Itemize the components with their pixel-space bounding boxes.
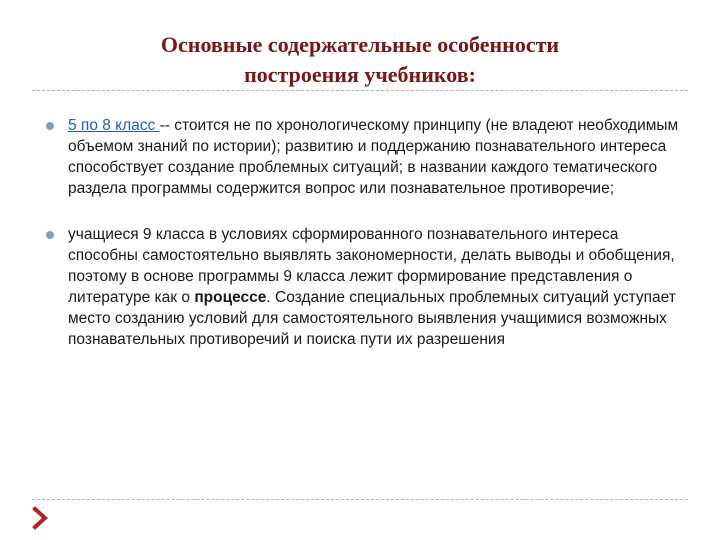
bullet-emphasis: процессе	[194, 289, 267, 306]
bullet-text: -- стоится не по хронологическому принципу (не владеют необходимым объемом знаний по истории); развитию и поддержанию познавательного интереса способствует создание проблемных ситуаций; в названии каждого тематического раздела программы содержится вопрос или познавательное противоречие;	[68, 117, 679, 197]
bullet-text-after: . Создание специальных проблемных ситуаций уступает место созданию условий для самостоятельного выявления учащимися возможных познавательных противоречий и поиска пути их разрешения	[68, 289, 676, 348]
slide-title	[60, 30, 660, 90]
slide-title-line-2: построения учебников:	[244, 62, 476, 87]
bullet-dot-icon	[46, 122, 54, 130]
slide-title-line-1: Основные содержательные особенности	[160, 32, 560, 57]
bullet-dot-icon	[46, 231, 54, 239]
bullet-list	[40, 115, 680, 375]
bullet-text-before: учащиеся 9 класса в условиях сформированного познавательного интереса способны самостоятельно выявлять закономерности, делать выводы и обобщения, поэтому в основе программы 9 класса лежит формирование представления о литературе как о	[68, 226, 675, 306]
bullet-item-grade-9	[40, 224, 680, 350]
next-arrow-icon[interactable]	[28, 506, 52, 530]
bottom-divider	[32, 499, 688, 500]
grades-5-8-link[interactable]: 5 по 8 класс	[68, 117, 160, 134]
top-divider	[32, 90, 688, 91]
bullet-item-grades-5-8	[40, 115, 680, 199]
